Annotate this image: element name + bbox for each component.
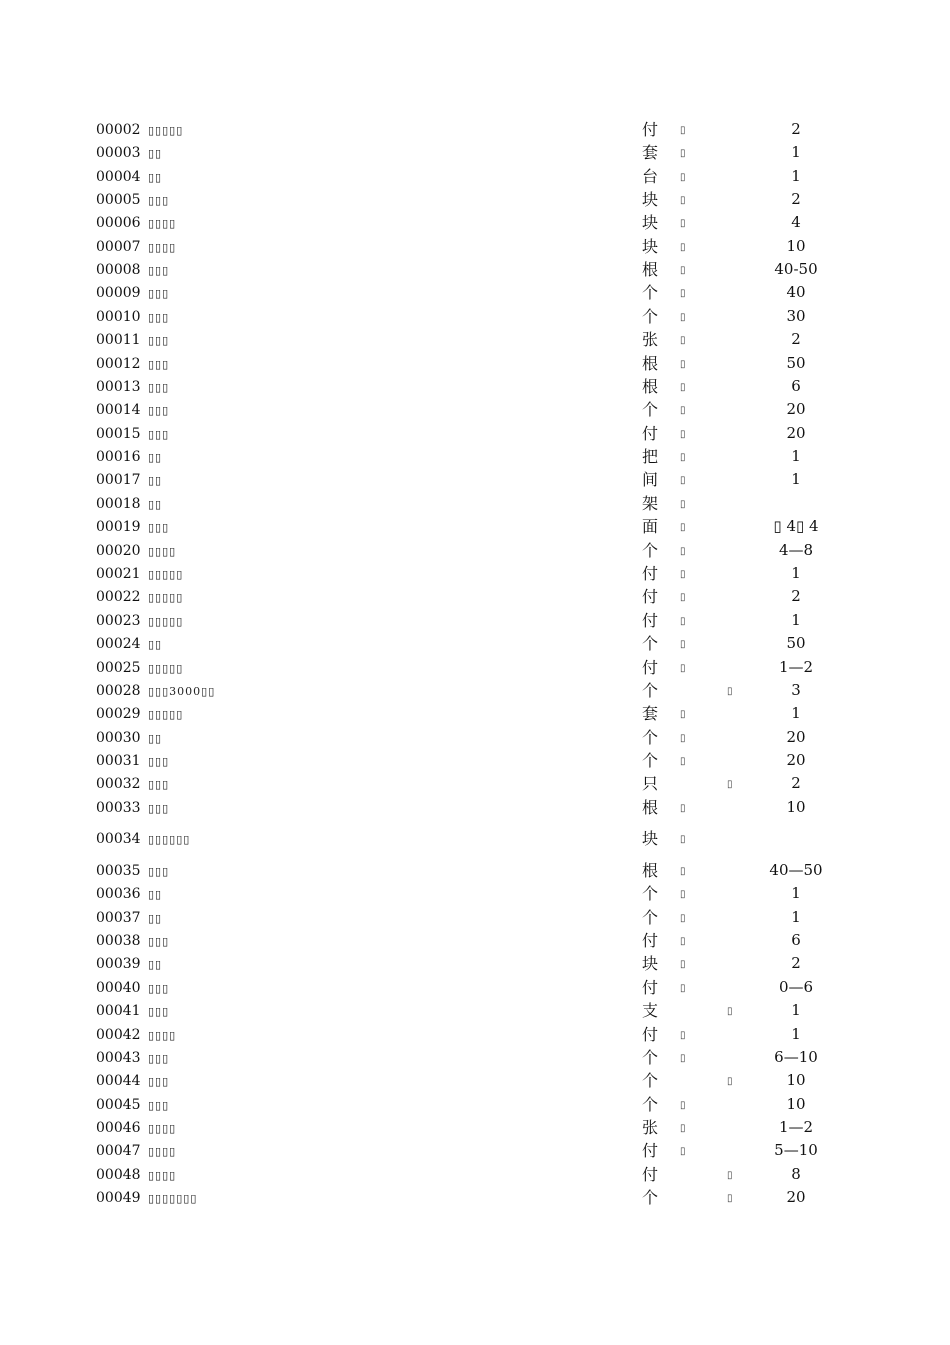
item-mark: ▯ [680,663,686,674]
item-code: 00033 [96,800,141,816]
item-code: 00010 [96,309,141,325]
item-mark-alt: ▯ [727,1006,733,1017]
item-name: ▯▯▯3000▯▯ [148,685,216,698]
item-code: 00042 [96,1027,141,1043]
item-quantity: 2 [791,190,801,208]
item-name: ▯▯▯ [148,287,170,300]
item-code: 00020 [96,543,141,559]
item-name: ▯▯▯▯ [148,241,177,254]
table-row [0,930,950,952]
item-unit: 个 [642,728,659,747]
item-unit: 个 [642,1071,659,1090]
item-mark: ▯ [680,709,686,720]
table-row [0,680,950,702]
item-quantity: 20 [786,728,806,746]
item-quantity: 1 [791,470,801,488]
item-unit: 张 [642,1118,659,1137]
item-unit: 个 [642,751,659,770]
item-code: 00040 [96,980,141,996]
item-quantity: 6—10 [774,1048,818,1066]
item-name: ▯▯▯▯ [148,217,177,230]
item-unit: 套 [642,143,659,162]
table-row [0,727,950,749]
item-name: ▯▯▯ [148,334,170,347]
item-unit: 付 [642,564,659,583]
table-row [0,1140,950,1162]
item-mark: ▯ [680,936,686,947]
item-quantity: 1 [791,704,801,722]
item-code: 00006 [96,215,141,231]
item-code: 00015 [96,426,141,442]
item-unit: 个 [642,1048,659,1067]
item-mark: ▯ [680,312,686,323]
item-quantity: 20 [786,400,806,418]
item-unit: 付 [642,1141,659,1160]
item-mark: ▯ [680,756,686,767]
item-unit: 支 [642,1001,659,1020]
item-code: 00047 [96,1143,141,1159]
item-quantity: 20 [786,1188,806,1206]
item-mark: ▯ [680,866,686,877]
item-name: ▯▯▯ [148,1005,170,1018]
item-mark: ▯ [680,522,686,533]
item-code: 00016 [96,449,141,465]
item-name: ▯▯▯▯ [148,1122,177,1135]
item-unit: 块 [642,829,659,848]
table-row [0,493,950,515]
table-row [0,828,950,850]
item-unit: 面 [642,517,659,536]
item-name: ▯▯▯▯ [148,1029,177,1042]
table-row [0,282,950,304]
item-mark: ▯ [680,218,686,229]
item-mark: ▯ [680,983,686,994]
item-quantity: 1—2 [778,658,814,676]
item-code: 00025 [96,660,141,676]
item-mark: ▯ [680,172,686,183]
item-name: ▯▯▯▯▯ [148,591,184,604]
item-unit: 根 [642,861,659,880]
item-quantity: 1 [791,884,801,902]
item-unit: 付 [642,978,659,997]
item-quantity: 8 [791,1165,801,1183]
item-unit: 付 [642,1025,659,1044]
item-quantity: ▯ 4▯ 4 [773,517,819,535]
item-mark: ▯ [680,889,686,900]
table-row [0,1000,950,1022]
item-unit: 个 [642,400,659,419]
item-code: 00045 [96,1097,141,1113]
table-row [0,212,950,234]
item-unit: 根 [642,260,659,279]
table-row [0,259,950,281]
item-mark: ▯ [680,499,686,510]
table-row [0,306,950,328]
item-unit: 个 [642,283,659,302]
item-quantity: 10 [786,1071,806,1089]
item-mark: ▯ [680,452,686,463]
item-quantity: 40—50 [769,861,823,879]
item-quantity: 20 [786,751,806,769]
item-code: 00008 [96,262,141,278]
item-name: ▯▯▯ [148,982,170,995]
item-mark-alt: ▯ [727,1076,733,1087]
item-mark: ▯ [680,1123,686,1134]
item-unit: 个 [642,634,659,653]
item-name: ▯▯▯ [148,802,170,815]
item-mark-alt: ▯ [727,1193,733,1204]
item-mark-alt: ▯ [727,1170,733,1181]
item-name: ▯▯▯ [148,1099,170,1112]
item-code: 00022 [96,589,141,605]
item-mark: ▯ [680,405,686,416]
item-name: ▯▯▯ [148,358,170,371]
table-row [0,469,950,491]
table-row [0,540,950,562]
item-unit: 个 [642,884,659,903]
item-code: 00005 [96,192,141,208]
item-quantity: 2 [791,774,801,792]
item-name: ▯▯ [148,732,163,745]
item-unit: 付 [642,120,659,139]
item-quantity: 1 [791,1025,801,1043]
item-mark: ▯ [680,592,686,603]
item-unit: 根 [642,377,659,396]
item-mark: ▯ [680,616,686,627]
item-name: ▯▯ [148,147,163,160]
table-row [0,953,950,975]
item-unit: 块 [642,190,659,209]
item-quantity: 10 [786,1095,806,1113]
item-name: ▯▯ [148,498,163,511]
item-name: ▯▯▯ [148,755,170,768]
item-name: ▯▯▯ [148,1075,170,1088]
item-code: 00038 [96,933,141,949]
table-row [0,1164,950,1186]
item-unit: 间 [642,470,659,489]
item-code: 00035 [96,863,141,879]
item-quantity: 30 [786,307,806,325]
item-unit: 块 [642,954,659,973]
table-row [0,657,950,679]
item-code: 00043 [96,1050,141,1066]
item-mark: ▯ [680,959,686,970]
item-unit: 套 [642,704,659,723]
item-mark: ▯ [680,569,686,580]
item-code: 00004 [96,169,141,185]
table-row [0,1094,950,1116]
item-code: 00046 [96,1120,141,1136]
item-unit: 只 [642,774,659,793]
item-unit: 个 [642,908,659,927]
item-unit: 付 [642,587,659,606]
item-mark: ▯ [680,125,686,136]
item-code: 00032 [96,776,141,792]
item-unit: 付 [642,424,659,443]
item-mark: ▯ [680,1030,686,1041]
item-name: ▯▯▯ [148,194,170,207]
item-code: 00044 [96,1073,141,1089]
item-name: ▯▯ [148,638,163,651]
item-quantity: 1—2 [778,1118,814,1136]
item-unit: 块 [642,237,659,256]
item-mark: ▯ [680,429,686,440]
item-unit: 根 [642,798,659,817]
item-code: 00014 [96,402,141,418]
item-mark: ▯ [680,359,686,370]
item-mark: ▯ [680,288,686,299]
item-code: 00024 [96,636,141,652]
table-row [0,773,950,795]
item-name: ▯▯▯ [148,521,170,534]
item-name: ▯▯▯ [148,381,170,394]
item-mark: ▯ [680,335,686,346]
item-unit: 个 [642,541,659,560]
item-quantity: 4 [791,213,801,231]
item-name: ▯▯▯ [148,865,170,878]
item-quantity: 1 [791,611,801,629]
item-unit: 个 [642,1095,659,1114]
table-row [0,907,950,929]
item-code: 00011 [96,332,141,348]
item-name: ▯▯▯▯▯ [148,568,184,581]
table-row [0,860,950,882]
item-name: ▯▯▯▯ [148,545,177,558]
table-row [0,516,950,538]
item-unit: 根 [642,354,659,373]
item-quantity: 6 [791,377,801,395]
item-code: 00036 [96,886,141,902]
item-unit: 台 [642,167,659,186]
table-row [0,797,950,819]
table-row [0,750,950,772]
item-mark: ▯ [680,265,686,276]
table-row [0,977,950,999]
item-quantity: 2 [791,120,801,138]
item-quantity: 5—10 [774,1141,818,1159]
table-row [0,446,950,468]
item-name: ▯▯▯▯▯ [148,662,184,675]
item-mark: ▯ [680,834,686,845]
item-mark: ▯ [680,639,686,650]
item-name: ▯▯▯▯ [148,1169,177,1182]
item-quantity: 20 [786,424,806,442]
item-quantity: 1 [791,1001,801,1019]
item-quantity: 0—6 [778,978,814,996]
item-code: 00013 [96,379,141,395]
item-quantity: 2 [791,330,801,348]
item-mark: ▯ [680,195,686,206]
item-mark: ▯ [680,1053,686,1064]
item-mark-alt: ▯ [727,779,733,790]
item-mark: ▯ [680,913,686,924]
item-unit: 付 [642,1165,659,1184]
item-quantity: 2 [791,587,801,605]
table-row [0,1187,950,1209]
item-quantity: 40-50 [774,260,818,278]
item-code: 00003 [96,145,141,161]
table-row [0,563,950,585]
table-row [0,1117,950,1139]
item-quantity: 10 [786,237,806,255]
item-unit: 个 [642,681,659,700]
table-row [0,633,950,655]
item-mark: ▯ [680,803,686,814]
item-quantity: 3 [791,681,801,699]
table-row [0,329,950,351]
item-name: ▯▯▯ [148,428,170,441]
table-row [0,610,950,632]
item-code: 00049 [96,1190,141,1206]
item-unit: 付 [642,931,659,950]
item-unit: 个 [642,307,659,326]
item-quantity: 1 [791,564,801,582]
item-mark: ▯ [680,546,686,557]
item-mark: ▯ [680,1100,686,1111]
item-code: 00048 [96,1167,141,1183]
table-row [0,883,950,905]
item-code: 00039 [96,956,141,972]
item-mark: ▯ [680,148,686,159]
item-unit: 个 [642,1188,659,1207]
item-name: ▯▯ [148,912,163,925]
item-mark-alt: ▯ [727,686,733,697]
table-row [0,189,950,211]
item-quantity: 1 [791,447,801,465]
item-name: ▯▯ [148,474,163,487]
table-row [0,1024,950,1046]
item-name: ▯▯▯ [148,311,170,324]
table-row [0,1047,950,1069]
table-row [0,423,950,445]
item-name: ▯▯▯▯▯▯ [148,833,191,846]
item-unit: 付 [642,611,659,630]
item-name: ▯▯▯▯▯▯▯ [148,1192,198,1205]
item-unit: 架 [642,494,659,513]
item-code: 00002 [96,122,141,138]
item-unit: 块 [642,213,659,232]
item-code: 00018 [96,496,141,512]
item-name: ▯▯▯▯▯ [148,708,184,721]
item-quantity: 40 [786,283,806,301]
item-unit: 张 [642,330,659,349]
item-quantity: 1 [791,143,801,161]
item-code: 00021 [96,566,141,582]
item-code: 00037 [96,910,141,926]
item-name: ▯▯ [148,958,163,971]
item-quantity: 50 [786,634,806,652]
item-mark: ▯ [680,242,686,253]
item-name: ▯▯▯ [148,264,170,277]
table-row [0,586,950,608]
item-quantity: 1 [791,167,801,185]
item-code: 00009 [96,285,141,301]
table-row [0,376,950,398]
item-code: 00031 [96,753,141,769]
item-code: 00041 [96,1003,141,1019]
item-quantity: 4—8 [778,541,814,559]
item-name: ▯▯▯▯ [148,1145,177,1158]
item-mark: ▯ [680,382,686,393]
item-name: ▯▯▯ [148,404,170,417]
item-code: 00028 [96,683,141,699]
item-name: ▯▯▯▯▯ [148,124,184,137]
item-code: 00030 [96,730,141,746]
item-name: ▯▯▯ [148,778,170,791]
table-row [0,119,950,141]
item-code: 00029 [96,706,141,722]
item-quantity: 2 [791,954,801,972]
item-quantity: 1 [791,908,801,926]
item-code: 00019 [96,519,141,535]
item-name: ▯▯▯ [148,935,170,948]
item-name: ▯▯▯▯▯ [148,615,184,628]
table-row [0,703,950,725]
table-row [0,353,950,375]
table-row [0,236,950,258]
item-name: ▯▯ [148,451,163,464]
table-row [0,142,950,164]
table-row [0,166,950,188]
item-code: 00012 [96,356,141,372]
item-mark: ▯ [680,733,686,744]
item-code: 00034 [96,831,141,847]
item-unit: 付 [642,658,659,677]
item-name: ▯▯▯ [148,1052,170,1065]
item-mark: ▯ [680,1146,686,1157]
item-mark: ▯ [680,475,686,486]
item-code: 00007 [96,239,141,255]
item-code: 00023 [96,613,141,629]
item-name: ▯▯ [148,888,163,901]
item-quantity: 6 [791,931,801,949]
item-quantity: 50 [786,354,806,372]
item-unit: 把 [642,447,659,466]
item-quantity: 10 [786,798,806,816]
item-code: 00017 [96,472,141,488]
table-row [0,1070,950,1092]
item-name: ▯▯ [148,171,163,184]
table-row [0,399,950,421]
